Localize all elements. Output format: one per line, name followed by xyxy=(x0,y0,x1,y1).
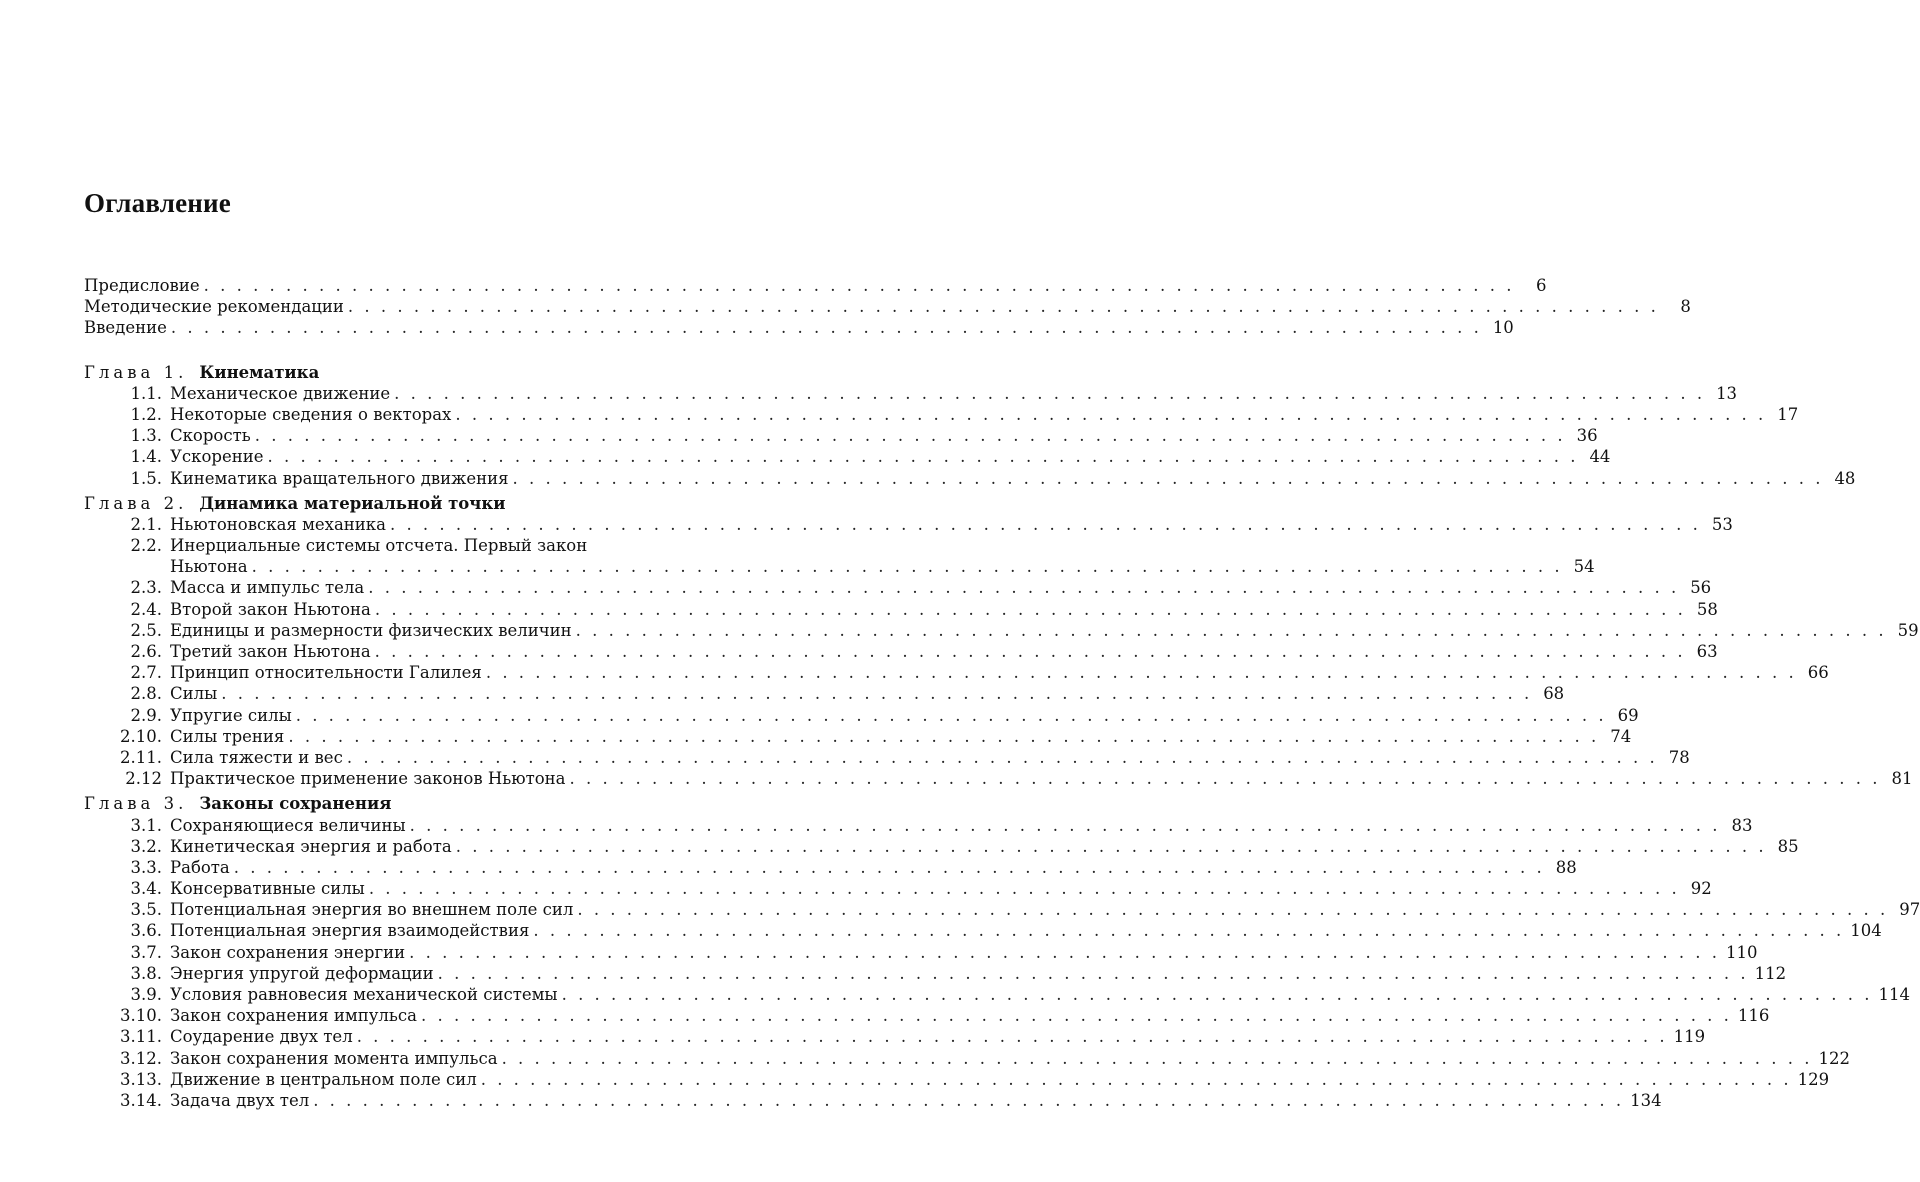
entry-title: Принцип относительности Галилея xyxy=(170,663,482,683)
toc-front-entry[interactable] xyxy=(84,275,1547,296)
page-number: 36 xyxy=(1576,426,1598,446)
entry-title-continued: Ньютона xyxy=(170,557,248,577)
page-number: 85 xyxy=(1777,836,1799,856)
section-number: 3.14. xyxy=(120,1090,162,1110)
section-number: 2.8. xyxy=(130,684,162,704)
dot-leader: . . . . . . . . . . . . . . . . . . . . . . . . . . . . . . . . . . . . . . . . . . . . . . . . . . . . . . . . . . . . . . . . . . . . . . . . . . . . . . . . xyxy=(569,769,1881,789)
entry-title: Упругие силы xyxy=(170,705,292,725)
toc-section-entry[interactable] xyxy=(84,836,1799,857)
dot-leader: . . . . . . . . . . . . . . . . . . . . . . . . . . . . . . . . . . . . . . . . . . . . . . . . . . . . . . . . . . . . . . . . . . . . . . . . . . . . . . . . xyxy=(455,404,1767,424)
page-number: 56 xyxy=(1690,578,1712,598)
dot-leader: . . . . . . . . . . . . . . . . . . . . . . . . . . . . . . . . . . . . . . . . . . . . . . . . . . . . . . . . . . . . . . . . . . . . . . . . . . . . . . . . xyxy=(575,620,1887,640)
page-number: 116 xyxy=(1737,1006,1770,1026)
entry-title: Предисловие xyxy=(84,276,200,295)
toc-section-entry[interactable] xyxy=(84,963,1787,984)
section-number: 2.6. xyxy=(130,642,162,661)
toc-section-entry[interactable] xyxy=(84,514,1733,535)
entry-title: Условия равновесия механической системы xyxy=(170,985,558,1004)
section-number: 2.11. xyxy=(120,747,162,767)
dot-leader: . . . . . . . . . . . . . . . . . . . . . . . . . . . . . . . . . . . . . . . . . . . . . . . . . . . . . . . . . . . . . . . . . . . . . . . . . . . . . . . . xyxy=(233,857,1545,877)
section-number: 3.9. xyxy=(130,985,162,1004)
entry-title: Скорость xyxy=(170,426,251,446)
toc-section-entry[interactable] xyxy=(84,1069,1830,1090)
section-number: 2.2. xyxy=(130,536,162,556)
page-number: 8 xyxy=(1680,297,1691,317)
section-number: 3.4. xyxy=(130,879,162,899)
spacer xyxy=(84,339,676,362)
section-number: 3.6. xyxy=(130,921,162,941)
dot-leader: . . . . . . . . . . . . . . . . . . . . . . . . . . . . . . . . . . . . . . . . . . . . . . . . . . . . . . . . . . . . . . . . . . . . . . . . . . . . . . . . xyxy=(267,447,1579,467)
section-number: 3.12. xyxy=(120,1048,162,1068)
toc-section-entry[interactable] xyxy=(84,768,1913,789)
entry-title: Консервативные силы xyxy=(170,879,365,899)
toc-section-entry[interactable] xyxy=(84,404,1799,425)
page-number: 78 xyxy=(1668,747,1690,767)
toc-section-entry-continued[interactable] xyxy=(84,556,1595,577)
dot-leader: . . . . . . . . . . . . . . . . . . . . . . . . . . . . . . . . . . . . . . . . . . . . . . . . . . . . . . . . . . . . . . . . . . . . . . . . . . . . . . . . xyxy=(368,578,1680,598)
page-number: 44 xyxy=(1589,447,1611,467)
page-number: 66 xyxy=(1807,663,1829,683)
section-number: 2.1. xyxy=(130,514,162,534)
dot-leader: . . . . . . . . . . . . . . . . . . . . . . . . . . . . . . . . . . . . . . . . . . . . . . . . . . . . . . . . . . . . . . . . . . . . . . . . . . . . . . . . xyxy=(409,942,1721,962)
chapter-title: Динамика материальной точки xyxy=(199,493,506,513)
section-number: 3.13. xyxy=(120,1069,162,1089)
dot-leader: . . . . . . . . . . . . . . . . . . . . . . . . . . . . . . . . . . . . . . . . . . . . . . . . . . . . . . . . . . . . . . . . . . . . . . . . . . . . . . . . xyxy=(374,642,1686,661)
section-number: 3.3. xyxy=(130,857,162,877)
page-number: 134 xyxy=(1630,1090,1662,1110)
page-number: 54 xyxy=(1573,557,1595,577)
section-number: 3.1. xyxy=(130,815,162,835)
toc-section-entry[interactable] xyxy=(84,1026,1706,1047)
dot-leader: . . . . . . . . . . . . . . . . . . . . . . . . . . . . . . . . . . . . . . . . . . . . . . . . . . . . . . . . . . . . . . . . . . . . . . . . . . . . . . . . xyxy=(533,921,1845,941)
entry-title: Задача двух тел xyxy=(170,1090,310,1110)
entry-title: Потенциальная энергия взаимодействия xyxy=(170,921,530,941)
dot-leader: . . . . . . . . . . . . . . . . . . . . . . . . . . . . . . . . . . . . . . . . . . . . . . . . . . . . . . . . . . . . . . . . . . . . . . . . . . . . . . . . xyxy=(251,557,1563,577)
entry-title: Масса и импульс тела xyxy=(170,578,365,598)
chapter-heading[interactable] xyxy=(84,493,676,514)
page-number: 6 xyxy=(1536,276,1547,295)
toc-section-entry[interactable] xyxy=(84,577,1712,598)
toc-front-entry[interactable] xyxy=(84,296,1691,317)
section-number: 2.9. xyxy=(130,705,162,725)
dot-leader: . . . . . . . . . . . . . . . . . . . . . . . . . . . . . . . . . . . . . . . . . . . . . . . . . . . . . . . . . . . . . . . . . . . . . . . . . . . . . . . . xyxy=(313,1090,1625,1110)
page-number: 63 xyxy=(1696,642,1718,661)
toc-section-entry[interactable] xyxy=(84,383,1738,404)
page-number: 88 xyxy=(1555,857,1577,877)
dot-leader: . . . . . . . . . . . . . . . . . . . . . . . . . . . . . . . . . . . . . . . . . . . . . . . . . . . . . . . . . . . . . . . . . . . . . . . . . . . . . . . . xyxy=(254,426,1566,446)
entry-title: Сохраняющиеся величины xyxy=(170,815,406,835)
dot-leader: . . . . . . . . . . . . . . . . . . . . . . . . . . . . . . . . . . . . . . . . . . . . . . . . . . . . . . . . . . . . . . . . . . . . . . . . . . . . . . . . xyxy=(295,705,1607,725)
toc-section-entry[interactable] xyxy=(84,620,1919,641)
dot-leader: . . . . . . . . . . . . . . . . . . . . . . . . . . . . . . . . . . . . . . . . . . . . . . . . . . . . . . . . . . . . . . . . . . . . . . . . . . . . . . . . xyxy=(501,1048,1813,1068)
section-number: 2.7. xyxy=(130,663,162,683)
page-number: 112 xyxy=(1754,963,1787,983)
page-number: 110 xyxy=(1726,942,1758,962)
entry-title: Силы xyxy=(170,684,218,704)
toc-front-entry[interactable] xyxy=(84,317,1514,338)
table-of-contents xyxy=(84,275,1920,1111)
dot-leader: . . . . . . . . . . . . . . . . . . . . . . . . . . . . . . . . . . . . . . . . . . . . . . . . . . . . . . . . . . . . . . . . . . . . . . . . . . . . . . . . xyxy=(389,514,1701,534)
entry-title: Закон сохранения момента импульса xyxy=(170,1048,498,1068)
section-number: 2.5. xyxy=(130,620,162,640)
toc-section-entry[interactable] xyxy=(84,1090,1662,1111)
section-number: 2.3. xyxy=(130,578,162,598)
dot-leader: . . . . . . . . . . . . . . . . . . . . . . . . . . . . . . . . . . . . . . . . . . . . . . . . . . . . . . . . . . . . . . . . . . . . . . . . . . . . . . . . xyxy=(203,276,1515,295)
dot-leader: . . . . . . . . . . . . . . . . . . . . . . . . . . . . . . . . . . . . . . . . . . . . . . . . . . . . . . . . . . . . . . . . . . . . . . . . . . . . . . . . xyxy=(394,383,1706,403)
entry-title: Соударение двух тел xyxy=(170,1027,353,1047)
entry-title: Введение xyxy=(84,318,167,338)
toc-section-entry[interactable] xyxy=(84,878,1712,899)
entry-title: Закон сохранения импульса xyxy=(170,1006,417,1026)
dot-leader: . . . . . . . . . . . . . . . . . . . . . . . . . . . . . . . . . . . . . . . . . . . . . . . . . . . . . . . . . . . . . . . . . . . . . . . . . . . . . . . . xyxy=(288,726,1600,746)
toc-section-entry[interactable] xyxy=(84,984,1911,1005)
toc-section-entry[interactable] xyxy=(84,641,1718,662)
toc-section-entry[interactable] xyxy=(84,857,1577,878)
toc-section-entry[interactable] xyxy=(84,815,1753,836)
dot-leader: . . . . . . . . . . . . . . . . . . . . . . . . . . . . . . . . . . . . . . . . . . . . . . . . . . . . . . . . . . . . . . . . . . . . . . . . . . . . . . . . xyxy=(577,900,1889,920)
entry-title: Сила тяжести и вес xyxy=(170,747,343,767)
dot-leader: . . . . . . . . . . . . . . . . . . . . . . . . . . . . . . . . . . . . . . . . . . . . . . . . . . . . . . . . . . . . . . . . . . . . . . . . . . . . . . . . xyxy=(346,747,1658,767)
section-number: 1.2. xyxy=(130,404,162,424)
entry-title: Кинематика вращательного движения xyxy=(170,468,509,488)
toc-section-entry[interactable] xyxy=(84,468,1856,489)
section-number: 3.10. xyxy=(120,1006,162,1026)
dot-leader: . . . . . . . . . . . . . . . . . . . . . . . . . . . . . . . . . . . . . . . . . . . . . . . . . . . . . . . . . . . . . . . . . . . . . . . . . . . . . . . . xyxy=(455,836,1767,856)
entry-title: Механическое движение xyxy=(170,383,391,403)
entry-title: Кинетическая энергия и работа xyxy=(170,836,452,856)
toc-section-entry[interactable] xyxy=(84,1048,1850,1069)
page-number: 48 xyxy=(1834,468,1856,488)
dot-leader: . . . . . . . . . . . . . . . . . . . . . . . . . . . . . . . . . . . . . . . . . . . . . . . . . . . . . . . . . . . . . . . . . . . . . . . . . . . . . . . . xyxy=(356,1027,1668,1047)
page-number: 74 xyxy=(1610,726,1632,746)
page-number: 17 xyxy=(1777,404,1799,424)
entry-title: Методические рекомендации xyxy=(84,297,344,317)
toc-section-entry[interactable] xyxy=(84,662,1829,683)
entry-title: Третий закон Ньютона xyxy=(170,642,371,661)
dot-leader: . . . . . . . . . . . . . . . . . . . . . . . . . . . . . . . . . . . . . . . . . . . . . . . . . . . . . . . . . . . . . . . . . . . . . . . . . . . . . . . . xyxy=(347,297,1659,317)
page-number: 13 xyxy=(1716,383,1738,403)
section-number: 1.1. xyxy=(130,383,162,403)
entry-title: Второй закон Ньютона xyxy=(170,599,371,619)
toc-section-entry[interactable] xyxy=(84,705,1639,726)
toc-section-entry[interactable] xyxy=(84,942,1758,963)
toc-section-entry[interactable] xyxy=(84,726,1632,747)
toc-section-entry[interactable] xyxy=(84,446,1611,467)
page-number: 83 xyxy=(1731,815,1753,835)
section-number: 3.2. xyxy=(130,836,162,856)
dot-leader: . . . . . . . . . . . . . . . . . . . . . . . . . . . . . . . . . . . . . . . . . . . . . . . . . . . . . . . . . . . . . . . . . . . . . . . . . . . . . . . . xyxy=(480,1069,1792,1089)
toc-section-entry[interactable] xyxy=(84,920,1882,941)
page-number: 10 xyxy=(1492,318,1514,338)
toc-section-entry[interactable] xyxy=(84,535,676,556)
entry-title: Силы трения xyxy=(170,726,285,746)
toc-section-entry[interactable] xyxy=(84,747,1690,768)
entry-title: Некоторые сведения о векторах xyxy=(170,404,452,424)
toc-section-entry[interactable] xyxy=(84,425,1598,446)
page-number: 68 xyxy=(1543,684,1565,704)
chapter-label: Глава 3. xyxy=(84,794,188,814)
chapter-heading[interactable] xyxy=(84,793,676,814)
dot-leader: . . . . . . . . . . . . . . . . . . . . . . . . . . . . . . . . . . . . . . . . . . . . . . . . . . . . . . . . . . . . . . . . . . . . . . . . . . . . . . . . xyxy=(409,815,1721,835)
section-number: 3.11. xyxy=(120,1027,162,1047)
dot-leader: . . . . . . . . . . . . . . . . . . . . . . . . . . . . . . . . . . . . . . . . . . . . . . . . . . . . . . . . . . . . . . . . . . . . . . . . . . . . . . . . xyxy=(485,663,1797,683)
section-number: 1.4. xyxy=(130,447,162,467)
chapter-title: Законы сохранения xyxy=(199,794,392,814)
entry-title: Ускорение xyxy=(170,447,264,467)
page-number: 114 xyxy=(1878,985,1911,1004)
chapter-label: Глава 1. xyxy=(84,362,188,382)
dot-leader: . . . . . . . . . . . . . . . . . . . . . . . . . . . . . . . . . . . . . . . . . . . . . . . . . . . . . . . . . . . . . . . . . . . . . . . . . . . . . . . . xyxy=(170,318,1482,338)
entry-title: Практическое применение законов Ньютона xyxy=(170,769,566,789)
entry-title: Работа xyxy=(170,857,230,877)
dot-leader: . . . . . . . . . . . . . . . . . . . . . . . . . . . . . . . . . . . . . . . . . . . . . . . . . . . . . . . . . . . . . . . . . . . . . . . . . . . . . . . . xyxy=(368,879,1680,899)
entry-title: Потенциальная энергия во внешнем поле сил xyxy=(170,900,574,920)
chapter-label: Глава 2. xyxy=(84,493,188,513)
page-number: 122 xyxy=(1818,1048,1850,1068)
chapter-title: Кинематика xyxy=(199,362,320,382)
chapter-heading[interactable] xyxy=(84,362,676,383)
section-number: 1.3. xyxy=(130,426,162,446)
dot-leader: . . . . . . . . . . . . . . . . . . . . . . . . . . . . . . . . . . . . . . . . . . . . . . . . . . . . . . . . . . . . . . . . . . . . . . . . . . . . . . . . xyxy=(512,468,1824,488)
entry-title: Энергия упругой деформации xyxy=(170,963,434,983)
dot-leader: . . . . . . . . . . . . . . . . . . . . . . . . . . . . . . . . . . . . . . . . . . . . . . . . . . . . . . . . . . . . . . . . . . . . . . . . . . . . . . . . xyxy=(374,599,1686,619)
section-number: 2.4. xyxy=(130,599,162,619)
dot-leader: . . . . . . . . . . . . . . . . . . . . . . . . . . . . . . . . . . . . . . . . . . . . . . . . . . . . . . . . . . . . . . . . . . . . . . . . . . . . . . . . xyxy=(221,684,1533,704)
entry-title: Единицы и размерности физических величин xyxy=(170,620,572,640)
toc-section-entry[interactable] xyxy=(84,899,1920,920)
section-number: 2.12 xyxy=(125,769,162,789)
dot-leader: . . . . . . . . . . . . . . . . . . . . . . . . . . . . . . . . . . . . . . . . . . . . . . . . . . . . . . . . . . . . . . . . . . . . . . . . . . . . . . . . xyxy=(561,985,1873,1004)
page-number: 92 xyxy=(1690,879,1712,899)
section-number: 3.8. xyxy=(130,963,162,983)
toc-section-entry[interactable] xyxy=(84,683,1565,704)
section-number: 3.7. xyxy=(130,942,162,962)
page-number: 129 xyxy=(1797,1069,1830,1089)
page-number: 69 xyxy=(1617,705,1639,725)
section-number: 3.5. xyxy=(130,900,162,920)
page-number: 58 xyxy=(1696,599,1718,619)
page-number: 59 xyxy=(1897,620,1919,640)
entry-title: Ньютоновская механика xyxy=(170,514,386,534)
page-number: 104 xyxy=(1850,921,1882,941)
dot-leader: . . . . . . . . . . . . . . . . . . . . . . . . . . . . . . . . . . . . . . . . . . . . . . . . . . . . . . . . . . . . . . . . . . . . . . . . . . . . . . . . xyxy=(420,1006,1732,1026)
toc-section-entry[interactable] xyxy=(84,1005,1770,1026)
entry-title: Движение в центральном поле сил xyxy=(170,1069,477,1089)
page-number: 53 xyxy=(1711,514,1733,534)
entry-title: Закон сохранения энергии xyxy=(170,942,406,962)
entry-title: Инерциальные системы отсчета. Первый закон xyxy=(170,536,588,556)
section-number: 1.5. xyxy=(130,468,162,488)
page-number: 97 xyxy=(1899,900,1920,920)
section-number: 2.10. xyxy=(120,726,162,746)
page-title: Оглавление xyxy=(84,188,231,218)
dot-leader: . . . . . . . . . . . . . . . . . . . . . . . . . . . . . . . . . . . . . . . . . . . . . . . . . . . . . . . . . . . . . . . . . . . . . . . . . . . . . . . . xyxy=(437,963,1749,983)
page-number: 119 xyxy=(1673,1027,1706,1047)
page-number: 81 xyxy=(1891,769,1913,789)
toc-section-entry[interactable] xyxy=(84,599,1718,620)
